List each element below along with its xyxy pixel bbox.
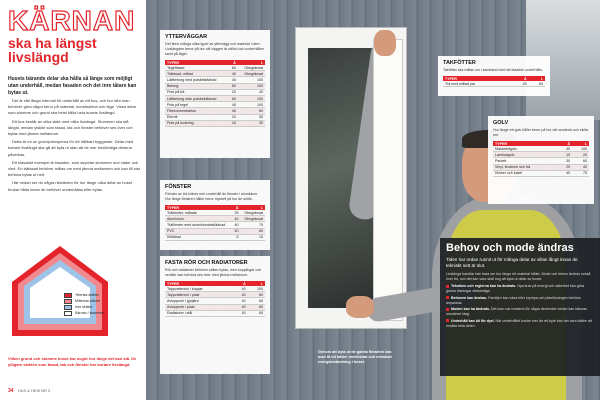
row-min: 40 <box>234 286 248 292</box>
body-paragraph: Ett klassiskt exempel är fasaden, som skyddar stommen mot väder och vind. En träfasad behöver målas om med jämna mellanrum och kan till sist behöva bytas ut helt. <box>8 159 140 178</box>
row-max: 60 <box>248 304 265 310</box>
row-max: Obegränsat <box>238 65 265 71</box>
fasta-ror-table <box>165 281 265 317</box>
row-min: 30 <box>559 158 572 164</box>
row-min: 40 <box>228 71 238 77</box>
takfot-table <box>443 76 545 87</box>
row-max: 100 <box>248 286 265 292</box>
row-type: Avloppsrör i plast <box>165 304 234 310</box>
fasta-ror-text: Rör och radiatorer behöver sällan bytas, men kopplingar och ventiler kan behöva ses över med jämna mellanrum. <box>165 268 262 277</box>
row-type: Kittfalsar <box>165 234 232 240</box>
row-type: PVC <box>165 228 232 234</box>
col-max: L <box>238 60 265 65</box>
col-max: L <box>248 281 265 286</box>
yttervaggar-table <box>165 60 265 127</box>
row-type: Träfönster med aluminiumbeklädnad <box>165 222 232 228</box>
row-min: 25 <box>232 210 241 216</box>
row-min: 40 <box>559 146 572 152</box>
house-layers-diagram <box>8 242 140 338</box>
row-max: Obegränsat <box>240 210 265 216</box>
row-min: 40 <box>232 222 241 228</box>
row-type: Laminatgolv <box>493 152 559 158</box>
lead-paragraph: Husets bärande delar ska hålla så länge som möjligt utan underhåll, medan fasaden och det inre tåtare kan bytas ut. <box>8 76 137 96</box>
row-type: Tappvattenrör i plast <box>165 292 234 298</box>
row-type: Radiatorer i stål <box>165 310 234 316</box>
body-paragraph: Här nedan ser du några riktvärden för hur länge olika delar av huset brukar hålla innan de behöver underhållas eller bytas. <box>8 180 133 192</box>
bullet-square-icon <box>446 285 449 288</box>
row-min: 40 <box>234 310 248 316</box>
row-type: Eternit <box>165 114 228 120</box>
behov-text: Livslängd handlar inte bara om hur länge ett material håller. Mode och behov ändras också över tid, och det kan vara skäl nog att byta ut delar av huset. <box>446 272 591 281</box>
legend-label: Mittersta skiktet <box>75 299 100 303</box>
golv-box <box>488 116 594 204</box>
left-page <box>0 0 146 400</box>
row-min: 40 <box>228 77 238 83</box>
legend-label: Inre skiktet <box>75 305 93 309</box>
list-item <box>446 296 594 306</box>
photo-window-sash <box>374 40 402 320</box>
row-type: Puts på trä <box>165 89 228 95</box>
row-type: Lättbetong utan putsbeklädnad <box>165 95 228 101</box>
table-row <box>165 234 265 240</box>
row-type: Träfasad, målad <box>165 71 228 77</box>
body-text <box>8 98 140 195</box>
row-max: 30 <box>238 120 265 126</box>
list-item <box>446 307 594 317</box>
legend-swatch <box>64 299 72 304</box>
row-max: 50 <box>238 114 265 120</box>
row-max: 60 <box>572 158 589 164</box>
footer-magazine: HUS & HEM NR 3 <box>17 388 51 393</box>
row-max: 60 <box>248 298 265 304</box>
list-item-text: Det som var modernt för några decennier sedan kan kännas omodernt idag. <box>446 307 587 316</box>
row-min: 40 <box>234 298 248 304</box>
row-min: 20 <box>228 89 238 95</box>
row-min: 40 <box>232 228 241 234</box>
body-paragraph: Det är rätt långa intervall för underhåll av ett hus, och hur ofta man behöver göra något beror på material, konstruktion och läge. Vissa delar som stomme och grund ska helst hålla hela husets livslängd. <box>8 98 137 116</box>
col-min: Å <box>228 60 238 65</box>
row-min: 40 <box>234 304 248 310</box>
legend-swatch <box>64 305 72 310</box>
row-type: Betong <box>165 83 228 89</box>
bullet-square-icon <box>446 296 449 299</box>
row-max: 60 <box>238 108 265 114</box>
row-min: 60 <box>228 65 238 71</box>
bullet-square-icon <box>446 319 449 322</box>
fasta-ror-title: FASTA RÖR OCH RADIATORER <box>165 260 248 266</box>
col-min: Å <box>512 76 528 81</box>
legend-swatch <box>64 293 72 298</box>
row-type: Massivträgolv <box>493 146 559 152</box>
row-type: Puts på isolering <box>165 120 228 126</box>
col-min: Å <box>234 281 248 286</box>
bullet-square-icon <box>446 308 449 311</box>
row-type: Avloppsrör i gjutjärn <box>165 298 234 304</box>
body-paragraph: Ett hus består av olika skikt med olika livslängd. Stommen ska stå längst, medan ytskikt som fasad, tak och fönster behöver ses över och bytas med jämna mellanrum. <box>8 118 133 137</box>
photo-hand-lower <box>346 296 374 318</box>
row-max: Obegränsat <box>240 216 265 222</box>
list-item <box>446 284 594 294</box>
diagram-legend <box>64 292 144 316</box>
behov-intro: Tiden har redan runnit ut för många delar av villan långt innan de tekniskt sett är slut. <box>446 257 578 268</box>
yttervaggar-text: Det finns många olika typer av yttervägg och material i dem. Livslängden beror på hur väl väggen är utförd och underhållen samt på läget. <box>165 42 265 56</box>
table-row <box>493 170 589 176</box>
row-type: Fibercementskivor <box>165 108 228 114</box>
list-item-text: När underhållet kostar mer än ett byte kan det vara bättre att ersätta hela delen. <box>446 318 592 328</box>
row-min: 60 <box>228 83 238 89</box>
row-type: Vinyl, linoleum och trä <box>493 164 559 170</box>
list-item <box>446 319 594 329</box>
row-min: 40 <box>228 102 238 108</box>
fonster-title: FÖNSTER <box>165 184 192 190</box>
row-min: 20 <box>228 114 238 120</box>
row-max: 15 <box>240 234 265 240</box>
fonster-box <box>160 180 270 250</box>
row-min: 25 <box>512 81 528 87</box>
headline-subtitle: ska ha längst livslängd <box>8 35 97 65</box>
list-item-bold: Tekniken och reglerna kan ha ändrats. <box>451 284 517 288</box>
legend-swatch <box>64 311 72 316</box>
row-max: 40 <box>572 164 589 170</box>
table-row <box>165 120 265 126</box>
list-item-bold: Underhåll kan bli för dyrt. <box>451 318 495 323</box>
row-type: Trä med målad yta <box>443 81 512 87</box>
golv-table <box>493 141 589 177</box>
headline-karnan: KÄRNAN <box>8 5 136 36</box>
legend-label: Kärnan / stommen <box>75 311 105 315</box>
col-max: L <box>572 141 589 146</box>
legend-label: Yttersta skiktet <box>75 293 99 297</box>
row-type: Puts på tegel <box>165 102 228 108</box>
row-min: 20 <box>559 164 572 170</box>
row-max: 70 <box>572 170 589 176</box>
row-max: 70 <box>240 222 265 228</box>
row-max: 100 <box>238 95 265 101</box>
col-min: Å <box>232 205 241 210</box>
row-min: 40 <box>559 170 572 176</box>
row-type: Träfönster, målade <box>165 210 232 216</box>
takfot-text: Takfötter ska målas om i samband med att fasaden underhålls. <box>443 68 543 72</box>
yttervaggar-box <box>160 30 270 158</box>
photo-hand-raised <box>374 30 396 56</box>
list-item-bold: Moden kan ha ändrats. <box>451 307 490 311</box>
row-max: 60 <box>529 81 545 87</box>
col-type: TYPER <box>165 205 232 210</box>
row-type: Parkett <box>493 158 559 164</box>
col-type: TYPER <box>443 76 512 81</box>
col-type: TYPER <box>493 141 559 146</box>
row-min: 15 <box>228 120 238 126</box>
diagram-caption: Vilken grund och stomme huset har avgör hur länge det kan stå. De ytligare skikten som fasad, tak och fönster har kortare livslängd. <box>8 356 137 367</box>
col-max: L <box>240 205 265 210</box>
row-type: Klinker och kakel <box>493 170 559 176</box>
takfot-box <box>438 56 550 96</box>
behov-box <box>440 238 600 376</box>
row-max: 100 <box>238 102 265 108</box>
row-max: 60 <box>240 228 265 234</box>
golv-title: GOLV <box>493 120 509 126</box>
row-min: 10 <box>559 152 572 158</box>
row-max: 60 <box>248 310 265 316</box>
body-paragraph: Detta är en av grundprinciperna för ett hållbart byggande. Delar med kortare livslängd ska gå att byta ut utan att de mer beständiga delarna påverkas. <box>8 139 134 157</box>
col-max: L <box>529 76 545 81</box>
fonster-text: Fönster av trä kräver mer underhåll än fönster i aluminium. Hur länge fönstren håller beror mycket på hur de sköts. <box>165 192 259 201</box>
col-min: Å <box>559 141 572 146</box>
golv-text: Hur länge ett golv håller beror på hur det används och sköts om. <box>493 128 589 137</box>
table-row <box>165 310 265 316</box>
row-type: Tegelfasad <box>165 65 228 71</box>
row-min: 40 <box>232 216 241 222</box>
row-max: Obegränsat <box>238 71 265 77</box>
row-min: 40 <box>234 292 248 298</box>
row-max: 100 <box>572 146 589 152</box>
takfot-title: TAKFÖTTER <box>443 60 476 66</box>
behov-title: Behov och mode ändras <box>446 242 574 254</box>
col-type: TYPER <box>165 60 228 65</box>
legend-item <box>64 310 144 316</box>
row-max: 60 <box>248 292 265 298</box>
page-number: 34 <box>8 388 14 394</box>
row-type: Tappvattenrör i koppar <box>165 286 234 292</box>
table-row <box>443 81 545 87</box>
list-item-text: Familjen kan växa eller krympa och planlösningen behöva anpassas. <box>446 295 581 305</box>
row-type: Aluminium <box>165 216 232 222</box>
col-type: TYPER <box>165 281 234 286</box>
row-type: Lättbetong med putsbeklädnad <box>165 77 228 83</box>
row-min: 40 <box>228 108 238 114</box>
list-item-text: Nya krav på energi och säkerhet kan göra gamla lösningar otidsenliga. <box>446 284 584 293</box>
row-min: 5 <box>232 234 241 240</box>
row-max: 100 <box>238 83 265 89</box>
row-max: 20 <box>572 152 589 158</box>
row-max: 100 <box>238 77 265 83</box>
yttervaggar-title: YTTERVÄGGAR <box>165 34 208 40</box>
row-max: 40 <box>238 89 265 95</box>
behov-list <box>446 284 594 329</box>
photo-caption: Genom att byta ut de gamla fönstren kan man få ett bättre inneklimat och minskad energianvändning i huset. <box>318 350 392 364</box>
list-item-bold: Behoven kan ändras. <box>451 295 488 300</box>
fasta-ror-box <box>160 256 270 374</box>
page-footer <box>8 388 50 394</box>
fonster-table <box>165 205 265 241</box>
row-min: 60 <box>228 95 238 101</box>
